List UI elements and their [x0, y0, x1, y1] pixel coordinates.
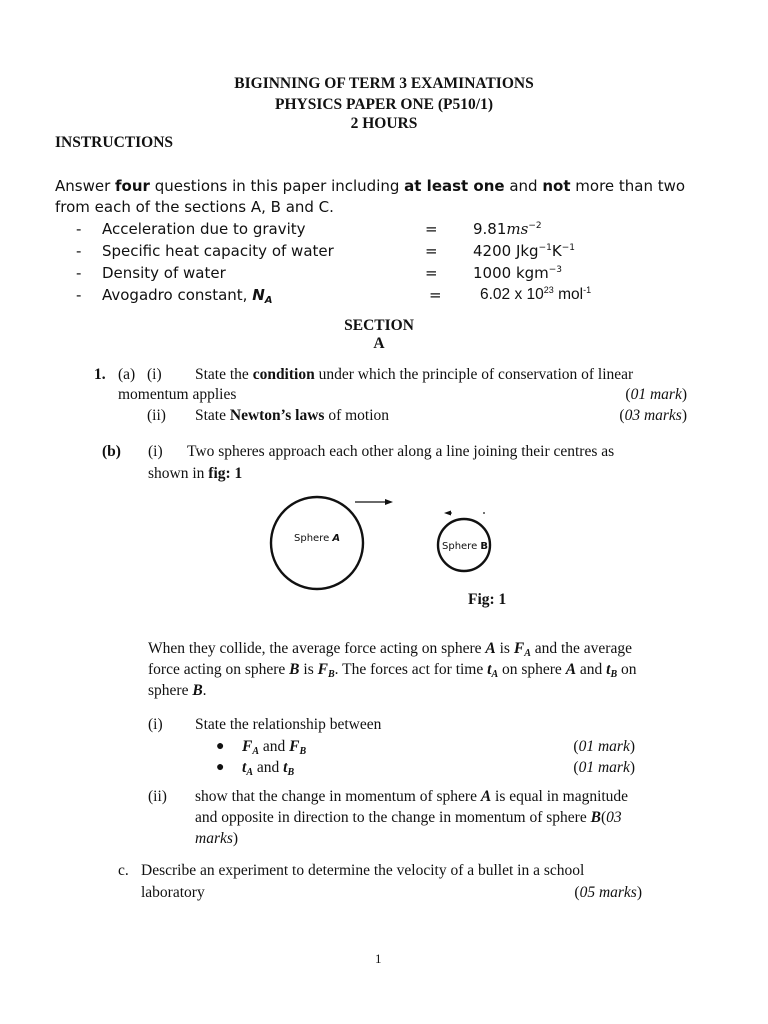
q1aii-label: (ii) [147, 407, 166, 424]
bullet1-marks: (01 mark) [573, 738, 635, 755]
q1aii-marks: (03 marks) [619, 407, 687, 424]
q1b-show-marks: marks) [195, 830, 239, 847]
collision-text-line2: force acting on sphere B is $F_B$. The forces act for time $t_A$ on sphere A and $t_B$ on [148, 661, 637, 680]
question-number: 1. [94, 366, 106, 383]
q1b-rel-label: (i) [148, 716, 163, 733]
constant-shc-value: 4200 $Jkg^{-1}K^{-1}$ [473, 242, 575, 260]
constant-shc-name: Specific heat capacity of water [102, 242, 334, 260]
q1c-text: Describe an experiment to determine the velocity of a bullet in a school [141, 862, 585, 879]
instructions-text-line2: from each of the sections A, B and C. [55, 198, 334, 216]
instructions-heading: INSTRUCTIONS [55, 134, 174, 151]
figure-caption: Fig: 1 [468, 591, 507, 608]
constant-shc-eq: = [425, 242, 438, 260]
constant-density-dash: - [76, 264, 82, 282]
section-letter: A [373, 335, 385, 352]
constant-avogadro-name: Avogadro constant, $N_A$ [102, 286, 273, 306]
q1b-show-label: (ii) [148, 788, 167, 805]
q1bi-text: Two spheres approach each other along a line joining their centres as [187, 443, 615, 460]
collision-text-line1: When they collide, the average force acting on sphere A is $F_A$ and the average [148, 640, 632, 659]
q1c-marks: (05 marks) [574, 884, 642, 901]
q1bi-label: (i) [148, 443, 163, 460]
sphere-a-label: Sphere A [294, 533, 341, 544]
bullet1-text: $F_A$ and $F_B$ [242, 738, 307, 757]
sphere-b-arrow-dot [483, 512, 485, 514]
q1ai-label: (i) [147, 366, 162, 383]
bullet-icon: ● [216, 739, 225, 754]
bullet-icon: ● [216, 760, 225, 775]
instructions-text-line1: Answer four questions in this paper including at least one and not more than two [55, 177, 686, 195]
paper-title: PHYSICS PAPER ONE (P510/1) [274, 96, 493, 113]
constant-avogadro-value: 6.02 x $10^{23}$ mol$^{-1}$ [480, 285, 592, 303]
q1aii-text: State Newton’s laws of motion [195, 407, 390, 424]
exam-title: BIGINNING OF TERM 3 EXAMINATIONS [234, 75, 534, 92]
sphere-b-arrowhead [444, 511, 451, 516]
q1bi-text-line2: shown in fig: 1 [148, 465, 243, 482]
sphere-b-label: Sphere B [442, 541, 489, 552]
constant-shc-dash: - [76, 242, 82, 260]
q1a-label: (a) [118, 366, 136, 383]
constant-gravity-dash: - [76, 220, 82, 238]
page-number: 1 [375, 951, 382, 966]
q1ai-marks: (01 mark) [625, 386, 687, 403]
constant-avogadro-eq: = [429, 286, 442, 304]
bullet2-text: $t_A$ and $t_B$ [242, 759, 295, 778]
q1c-label: c. [118, 862, 129, 879]
collision-text-line3: sphere B. [148, 682, 207, 699]
sphere-a-arrowhead [385, 499, 393, 505]
q1c-text-line2: laboratory [141, 884, 205, 901]
constant-density-value: 1000 kgm$^{-3}$ [473, 264, 563, 282]
constant-gravity-name: Acceleration due to gravity [102, 220, 306, 238]
q1b-show-text-line2: and opposite in direction to the change in momentum of sphere B(03 [195, 809, 622, 826]
q1b-show-text-line1: show that the change in momentum of sphere A is equal in magnitude [195, 788, 629, 805]
constant-gravity-eq: = [425, 220, 438, 238]
q1ai-text-line2: momentum applies [118, 386, 237, 403]
constant-density-name: Density of water [102, 264, 226, 282]
section-heading: SECTION [344, 317, 414, 334]
q1b-label: (b) [102, 443, 121, 460]
q1b-rel-text: State the relationship between [195, 716, 382, 733]
constant-density-eq: = [425, 264, 438, 282]
constant-avogadro-dash: - [76, 286, 82, 304]
constant-gravity-value: $9.81ms^{-2}$ [473, 220, 542, 238]
duration: 2 HOURS [350, 115, 418, 132]
bullet2-marks: (01 mark) [573, 759, 635, 776]
q1ai-text: State the condition under which the principle of conservation of linear [195, 366, 634, 383]
